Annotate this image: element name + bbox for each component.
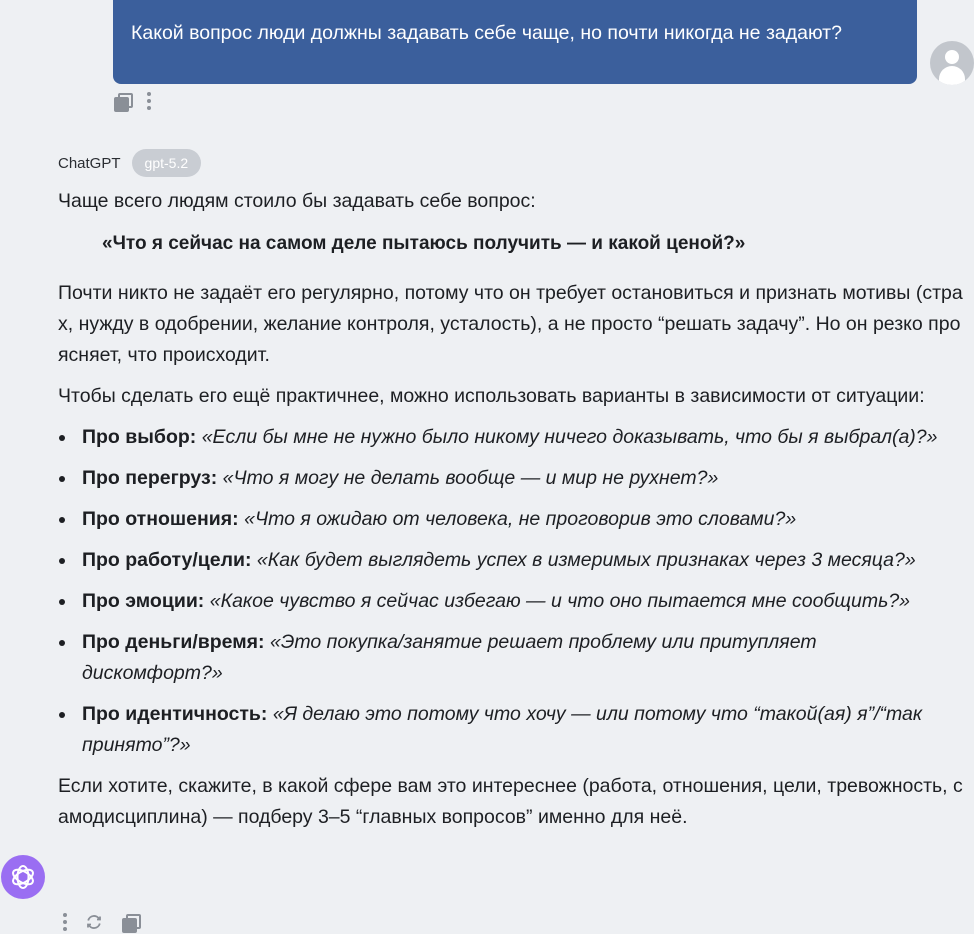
list-item-text: «Что я могу не делать вообще — и мир не рухнет?» [222, 467, 719, 489]
list-item [58, 699, 970, 761]
list-item-text: «Я делаю это потому что хочу — или потому что “такой(ая) я”/“так принято”?» [82, 703, 923, 756]
list-item [58, 422, 970, 453]
copy-icon[interactable] [121, 913, 139, 931]
list-item-label: Про выбор: [82, 426, 197, 448]
copy-icon[interactable] [113, 92, 131, 110]
user-message-actions [113, 92, 151, 110]
list-item-label: Про идентичность: [82, 703, 268, 725]
assistant-quote: «Что я сейчас на самом деле пытаюсь получить — и какой ценой?» [102, 233, 746, 254]
more-icon[interactable] [147, 92, 151, 110]
assistant-paragraph-1: Почти никто не задаёт его регулярно, потому что он требует остановиться и признать мотивы (страх, нужду в одобрении, желание контроля, усталость), а не просто “решать задачу”. Но он резко проясняет, что происходит. [58, 282, 963, 366]
user-message-text: Какой вопрос люди должны задавать себе чаще, но почти никогда не задают? [131, 22, 842, 44]
assistant-paragraph-2: Чтобы сделать его ещё практичнее, можно использовать варианты в зависимости от ситуации: [58, 385, 925, 407]
list-item [58, 586, 970, 617]
list-item-text: «Если бы мне не нужно было никому ничего доказывать, что бы я выбрал(а)?» [201, 426, 938, 448]
list-item-text: «Что я ожидаю от человека, не проговорив это словами?» [244, 508, 797, 530]
list-item-label: Про деньги/время: [82, 631, 265, 653]
regenerate-icon[interactable] [85, 913, 103, 931]
list-item-text: «Это покупка/занятие решает проблему или притупляет дискомфорт?» [82, 631, 817, 684]
assistant-outro: Если хотите, скажите, в какой сфере вам это интереснее (работа, отношения, цели, тревожность, самодисциплина) — подберу 3–5 “главных вопросов” именно для неё. [58, 775, 963, 828]
list-item-label: Про эмоции: [82, 590, 205, 612]
assistant-message [58, 186, 970, 833]
more-icon[interactable] [63, 913, 67, 931]
assistant-intro: Чаще всего людям стоило бы задавать себе вопрос: [58, 190, 536, 212]
list-item-text: «Как будет выглядеть успех в измеримых признаках через 3 месяца?» [256, 549, 916, 571]
list-item [58, 627, 970, 689]
chatgpt-logo-icon [1, 855, 45, 899]
list-item [58, 504, 970, 535]
list-item-label: Про перегруз: [82, 467, 218, 489]
assistant-name: ChatGPT [58, 154, 121, 172]
model-badge: gpt-5.2 [132, 149, 202, 177]
list-item-label: Про работу/цели: [82, 549, 252, 571]
user-message-bubble [113, 0, 917, 84]
variants-list [58, 422, 970, 761]
list-item [58, 463, 970, 494]
list-item-text: «Какое чувство я сейчас избегаю — и что оно пытается мне сообщить?» [209, 590, 911, 612]
user-avatar [930, 41, 974, 85]
assistant-message-actions [63, 913, 139, 931]
list-item [58, 545, 970, 576]
list-item-label: Про отношения: [82, 508, 239, 530]
assistant-header [58, 149, 201, 177]
